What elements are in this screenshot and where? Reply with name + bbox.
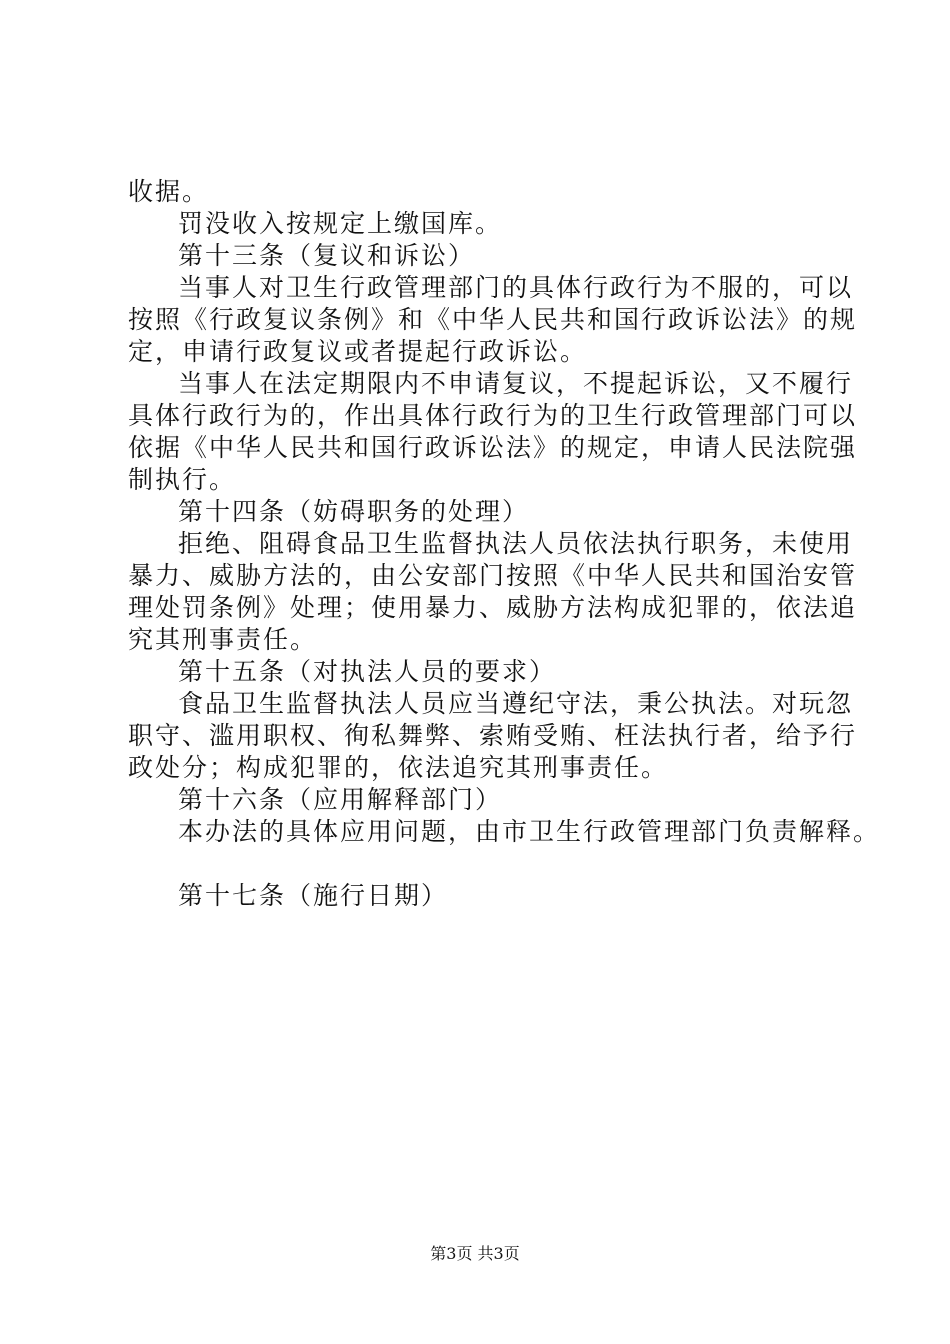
text-line: 按照《行政复议条例》和《中华人民共和国行政诉讼法》的规: [128, 305, 858, 334]
page-number: 第3页 共3页: [430, 1244, 520, 1263]
text-line: 食品卫生监督执法人员应当遵纪守法，秉公执法。对玩忽: [178, 689, 854, 718]
page-footer: [0, 1244, 950, 1264]
text-line: 暴力、威胁方法的，由公安部门按照《中华人民共和国治安管: [128, 561, 858, 590]
blank-line: [128, 848, 848, 880]
text-line: 收据。: [128, 177, 210, 206]
section-heading: 第十三条（复议和诉讼）: [178, 241, 476, 270]
text-line: 理处罚条例》处理；使用暴力、威胁方法构成犯罪的，依法追: [128, 593, 858, 622]
text-line: 政处分；构成犯罪的，依法追究其刑事责任。: [128, 753, 669, 782]
text-line: 当事人对卫生行政管理部门的具体行政行为不服的，可以: [178, 273, 854, 302]
text-line: 究其刑事责任。: [128, 625, 318, 654]
text-line: 职守、滥用职权、徇私舞弊、索贿受贿、枉法执行者，给予行: [128, 721, 858, 750]
section-heading: 第十四条（妨碍职务的处理）: [178, 497, 530, 526]
section-heading: 第十六条（应用解释部门）: [178, 785, 503, 814]
text-line: 制执行。: [128, 465, 237, 494]
text-line: 当事人在法定期限内不申请复议，不提起诉讼，又不履行: [178, 369, 854, 398]
text-line: 拒绝、阻碍食品卫生监督执法人员依法执行职务，未使用: [178, 529, 854, 558]
text-line: 依据《中华人民共和国行政诉讼法》的规定，申请人民法院强: [128, 433, 858, 462]
document-body: [128, 176, 881, 912]
section-heading: 第十五条（对执法人员的要求）: [178, 657, 557, 686]
text-line: 罚没收入按规定上缴国库。: [178, 209, 503, 238]
text-line: 具体行政行为的，作出具体行政行为的卫生行政管理部门可以: [128, 401, 858, 430]
text-line: 本办法的具体应用问题，由市卫生行政管理部门负责解释。: [178, 817, 881, 846]
section-heading: 第十七条（施行日期）: [178, 881, 449, 910]
text-line: 定，申请行政复议或者提起行政诉讼。: [128, 337, 588, 366]
